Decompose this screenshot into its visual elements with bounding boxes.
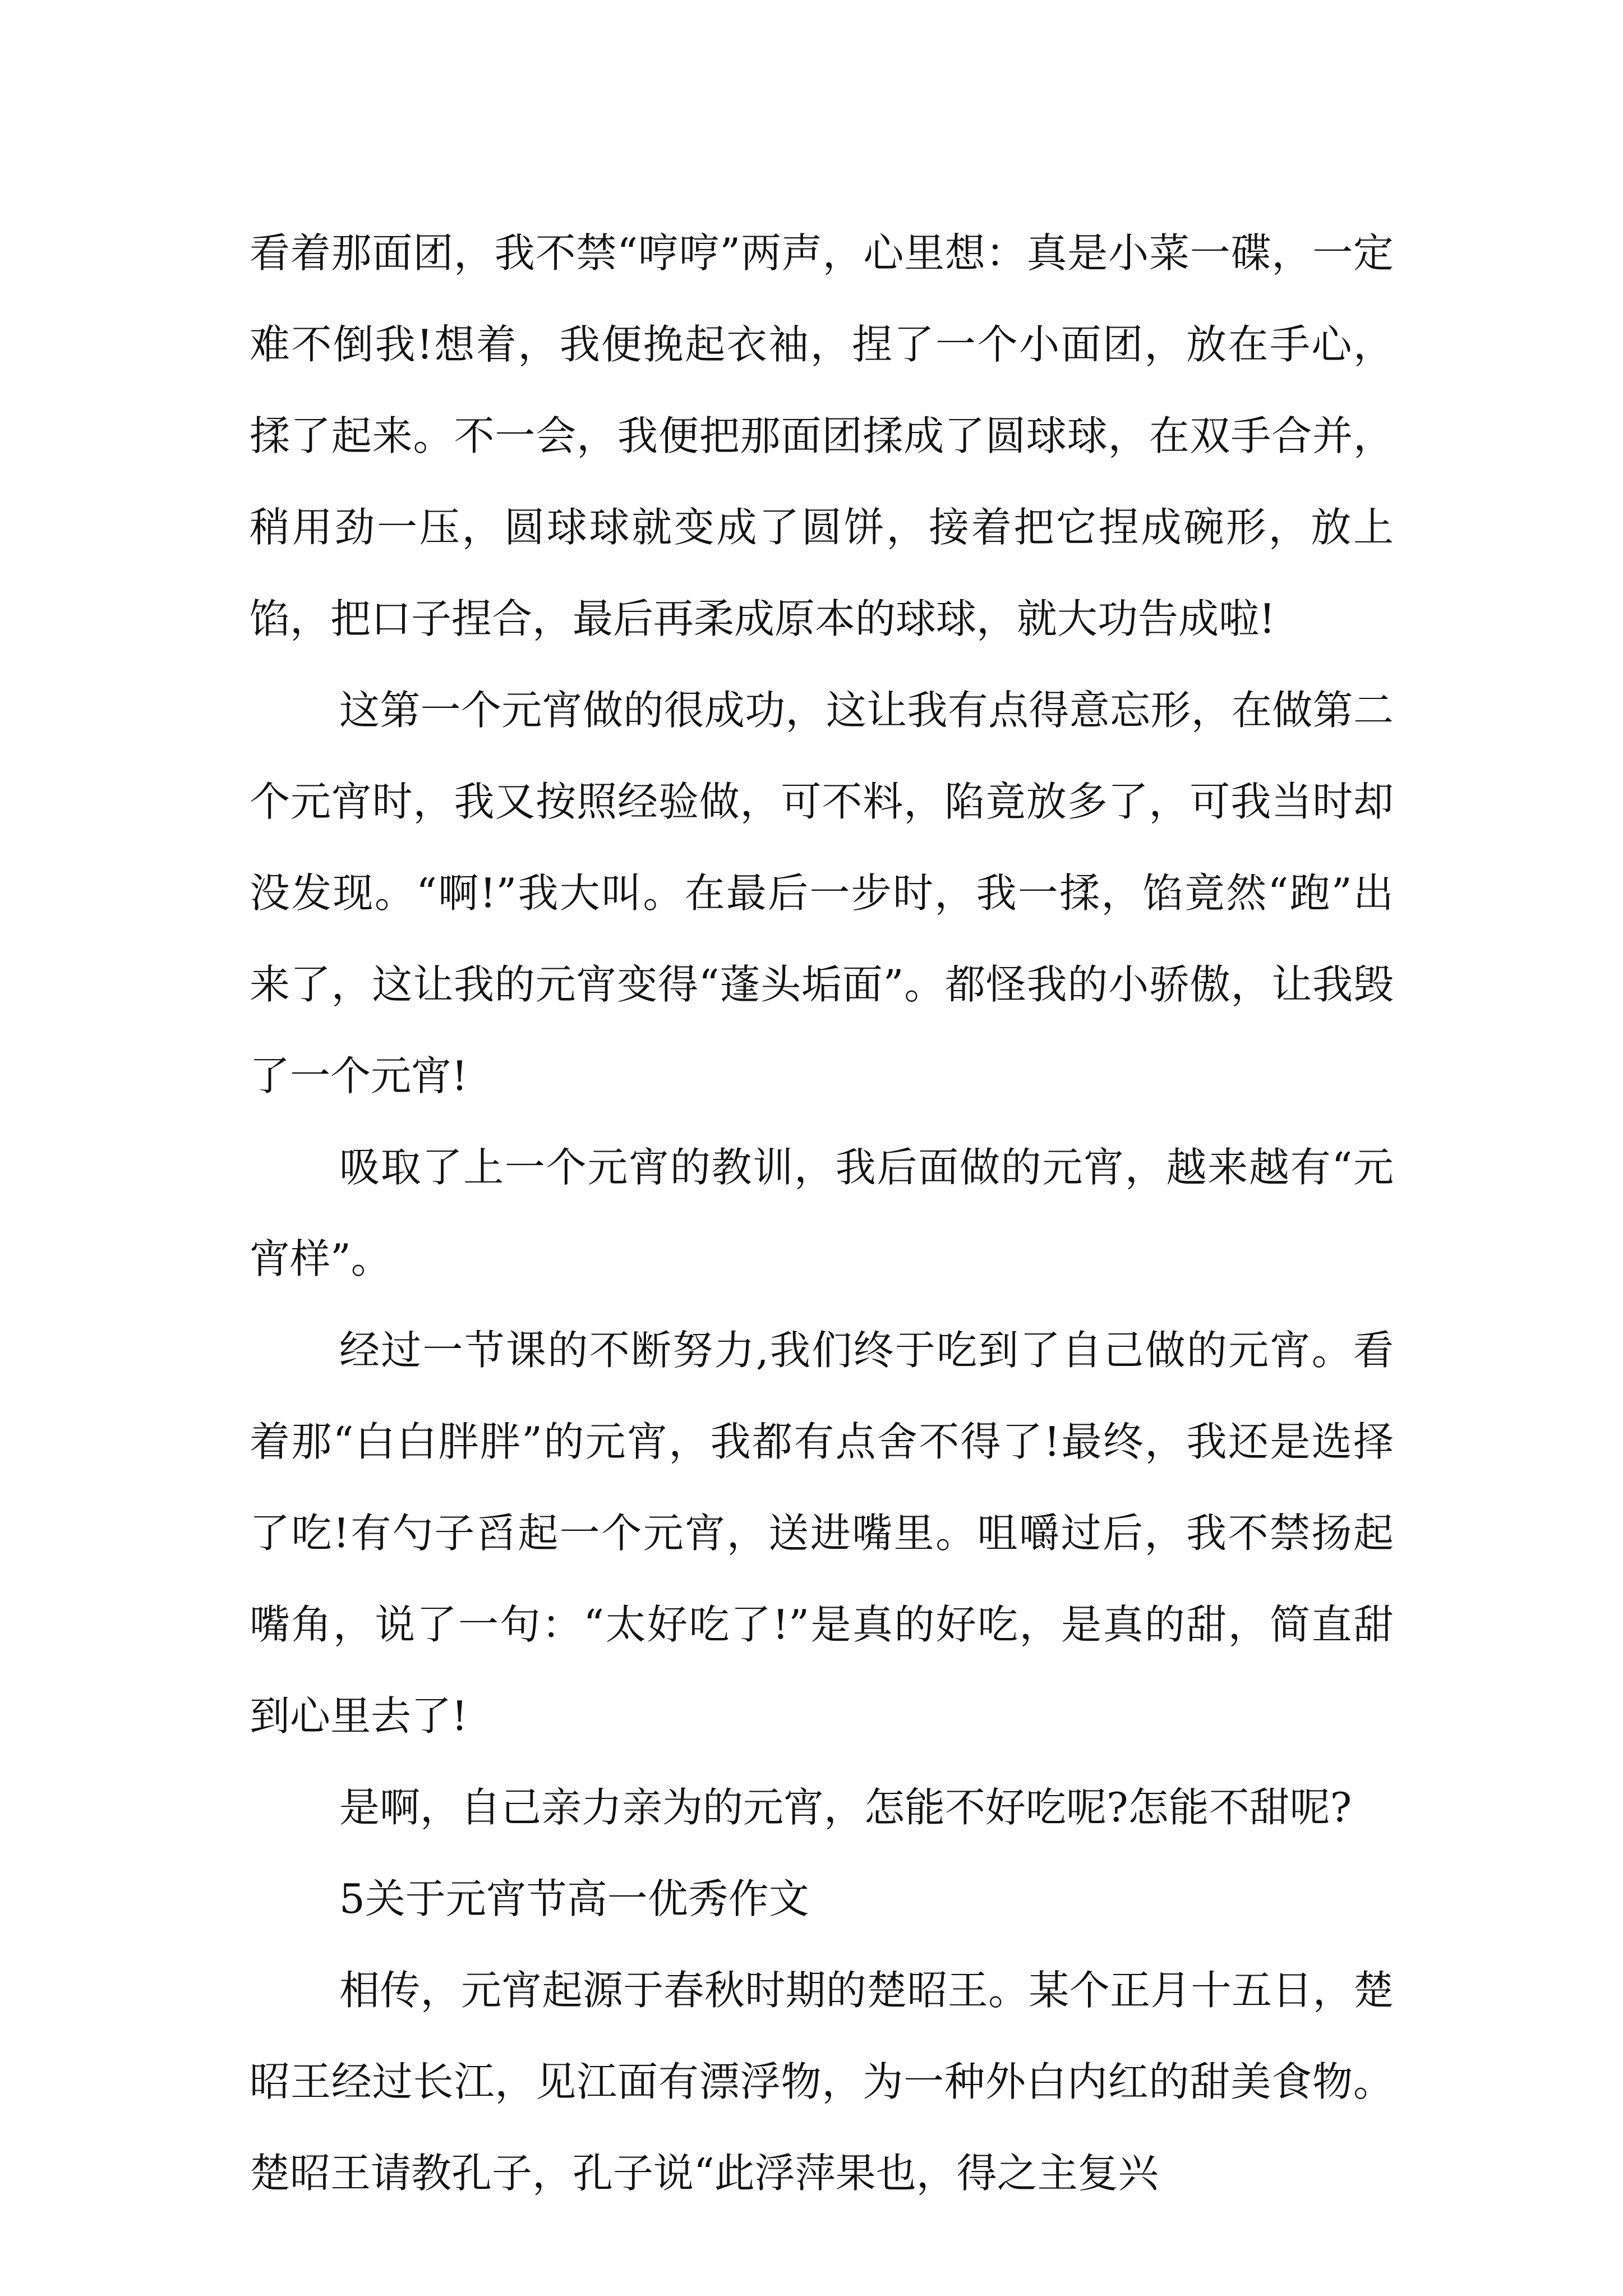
paragraph-legend: 相传，元宵起源于春秋时期的楚昭王。某个正月十五日，楚昭王经过长江，见江面有漂浮物，为一种外白内红的甜美食物。楚昭王请教孔子，孔子说“此浮萍果也，得之主复兴 bbox=[250, 1967, 1394, 2197]
section-heading: 5关于元宵节高一优秀作文 bbox=[339, 1875, 809, 1922]
paragraph-eating: 经过一节课的不断努力,我们终于吃到了自己做的元宵。看着那“白白胖胖”的元宵，我都有点舍不得了!最终，我还是选择了吃!有勺子舀起一个元宵，送进嘴里。咀嚼过后，我不禁扬起嘴角，说了一句：“太好吃了!”是真的好吃，是真的甜，简直甜到心里去了! bbox=[250, 1327, 1394, 1740]
paragraph-first-yuanxiao: 这第一个元宵做的很成功，这让我有点得意忘形，在做第二个元宵时，我又按照经验做，可不料，陷竟放多了，可我当时却没发现。“啊!”我大叫。在最后一步时，我一揉，馅竟然“跑”出来了，这让我的元宵变得“蓬头垢面”。都怪我的小骄傲，让我毁了一个元宵! bbox=[250, 687, 1394, 1099]
paragraph-dough: 看着那面团，我不禁“哼哼”两声，心里想：真是小菜一碟，一定难不倒我!想着，我便挽起衣袖，捏了一个小面团，放在手心，揉了起来。不一会，我便把那面团揉成了圆球球，在双手合并，稍用劲一压，圆球球就变成了圆饼，接着把它捏成碗形，放上馅，把口子捏合，最后再柔成原本的球球，就大功告成啦! bbox=[250, 229, 1394, 642]
document-body bbox=[250, 208, 1394, 2219]
paragraph-lesson: 吸取了上一个元宵的教训，我后面做的元宵，越来越有“元宵样”。 bbox=[250, 1144, 1394, 1282]
paragraph-conclusion: 是啊，自己亲力亲为的元宵，怎能不好吃呢?怎能不甜呢? bbox=[339, 1784, 1352, 1831]
